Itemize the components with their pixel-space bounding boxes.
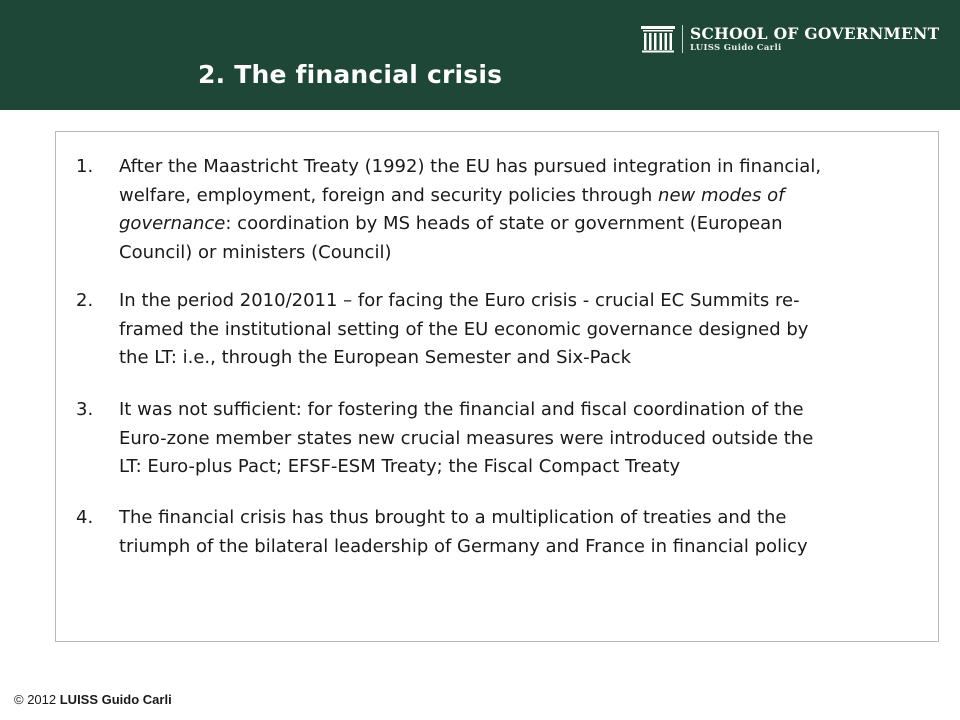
list-item-line: After the Maastricht Treaty (1992) the EU has pursued integration in financial,	[119, 156, 822, 177]
copyright-text: © 2012	[14, 692, 60, 707]
list-item-line: governance: coordination by MS heads of state or government (European	[119, 213, 783, 234]
list-item-line: the LT: i.e., through the European Semester and Six-Pack	[119, 347, 632, 368]
list-item-number: 3.	[76, 399, 94, 420]
list-item-number: 2.	[76, 290, 94, 311]
list-item-line: Euro-zone member states new crucial measures were introduced outside the	[119, 427, 814, 449]
list-item-line: The financial crisis has thus brought to a multiplication of treaties and the	[119, 507, 787, 528]
emphasis-text: new modes of	[658, 184, 785, 206]
list-item-line: It was not sufficient: for fostering the financial and fiscal coordination of the	[119, 399, 804, 420]
list-item-number: 4.	[76, 507, 94, 528]
school-logo	[640, 22, 939, 56]
content-box	[55, 131, 939, 642]
list-item-line: In the period 2010/2011 – for facing the Euro crisis - crucial EC Summits re-	[119, 290, 800, 311]
logo-text	[690, 25, 939, 54]
slide-title: 2. The financial crisis	[198, 60, 503, 89]
logo-divider	[682, 25, 683, 53]
list-item-line: framed the institutional setting of the EU economic governance designed by	[119, 318, 809, 340]
footer-copyright	[14, 692, 172, 707]
list-item-line: triumph of the bilateral leadership of Germany and France in financial policy	[119, 535, 808, 557]
list-item-text	[119, 153, 931, 267]
slide-header	[0, 0, 960, 110]
copyright-owner: LUISS Guido Carli	[59, 692, 172, 707]
list-item-text	[119, 504, 931, 561]
list-item-line: LT: Euro-plus Pact; EFSF-ESM Treaty; the Fiscal Compact Treaty	[119, 456, 681, 477]
logo-school-name: SCHOOL OF GOVERNMENT	[690, 23, 940, 43]
list-item-line: Council) or ministers (Council)	[119, 241, 392, 263]
list-item-number: 1.	[76, 156, 94, 177]
logo-university-name: LUISS Guido Carli	[690, 42, 782, 53]
emphasis-text: governance	[119, 213, 226, 234]
list-item-text	[119, 396, 931, 482]
columns-icon	[640, 24, 676, 54]
list-item-line: welfare, employment, foreign and security policies through new modes of	[119, 184, 785, 206]
list-item-text	[119, 287, 931, 373]
